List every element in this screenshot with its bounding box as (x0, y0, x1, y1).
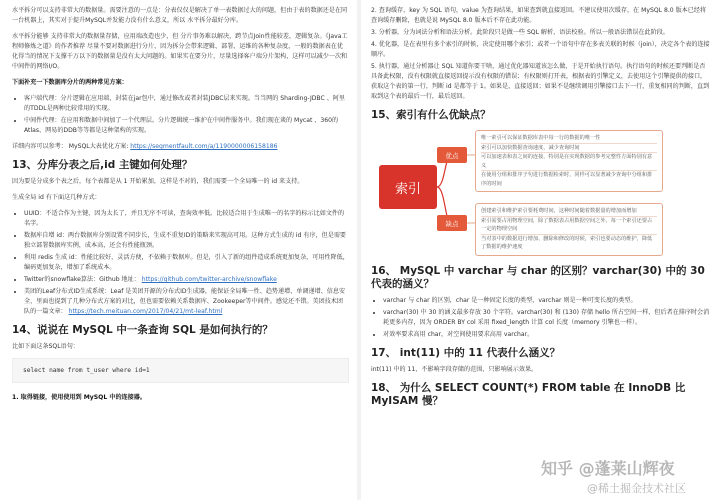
snowflake-link[interactable]: https://github.com/twitter-archive/snowflake (141, 276, 277, 283)
list-item: 4. 优化器，是在表里有多个索引的时候，决定使用哪个索引；或者一个语句中存在多表关联的时候（join），决定各个表的连接顺序。 (371, 41, 710, 58)
snowflake-text: Twitter的snowflake算法：Github 地址： (24, 276, 140, 283)
list-item: • 对效率要求高用 char，对空间使用要求高用 varchar。 (383, 330, 710, 340)
list-item: • 利用 redis 生成 id：性能比较好，灵活方便，不依赖于数据库。但是，引入了新的组件造成系统更加复杂，可用性降低，编码更加复杂，增加了系统成本。 (24, 253, 349, 273)
heading-18: 18、 为什么 SELECT COUNT(*) FROM table 在 InnoDB 比 MyISAM 慢？ (371, 382, 686, 407)
list-item: • 数据库自增 id：两台数据库分别设置不同步长，生成不重复ID的策略来实现高可用。这种方式生成的 id 有序，但是需要独立部署数据库实例，成本高，还会有性能瓶颈。 (24, 231, 349, 251)
list-item: 2. 查询缓存，key 为 SQL 语句，value 为查询结果，如果查到就直接返回。不建议使用次缓存，在 MySQL 8.0 版本已经将查询缓存删除，也就是说 MySQL 8.0 版本后不存在此功能。 (371, 7, 707, 24)
h13-paragraph-2: 生成全局 id 有下面这几种方式： (12, 194, 101, 201)
mindmap-cons-item: 索引需要占用物理空间，除了数据表占用数据空间之外，每一个索引还要占一定的物理空间 (481, 217, 657, 235)
id-method-list (12, 209, 349, 317)
reference-paragraph (12, 142, 349, 152)
mindmap-pros-item: 在使用分组和排序子句进行数据检索时，同样可以显著减少查询中分组和排序的时间 (481, 172, 653, 187)
mindmap-pros-item: 可以加速表和表之间的连接，特别是在实现数据的参考完整性方面特别有意义 (481, 153, 657, 171)
left-page (0, 0, 357, 500)
list-item (24, 275, 349, 285)
heading-16: 16、 MySQL 中 varchar 与 char 的区别？varchar(30) 中的 30 代表的涵义？ (371, 265, 705, 290)
list-item: • 中间件代理：在应用和数据中间加了一个代理层。分片逻辑统一维护在中间件服务中。我们现在谈的 Mycat 、360的Atlas、网易的DDB等等都是这种架构的实现。 (24, 116, 349, 136)
reference-link[interactable]: https://segmentfault.com/a/1190000006158186 (130, 143, 278, 150)
sharding-subheading: 下面补充一下数据库分片的两种常见方案： (12, 79, 128, 86)
reference-text: 详细内容可以参考： MySQL大表优化方案: (12, 143, 129, 150)
list-item: 5. 执行器，通过分析器让 SQL 知道你要干啥，通过优化器知道该怎么做，于是开始执行语句。执行语句的时候还要判断是否具备此权限，没有权限就直接返回提示没有权限的错误；有权限则打开表，根据表的引擎定义，去使用这个引擎提供的接口，获取这个表的第一行，判断 id 是都等于 1。如果是，直接返回；如果不是继续调用引擎接口去下一行，重复相同的判断，直到取到这个表的最后一行，最后返回。 (371, 63, 710, 100)
watermark-zhihu: 知乎 @蓬莱山辉夜 (541, 459, 675, 478)
mindmap-cons-item: 创建索引和维护索引要耗费时间，这种时间随着数据量的增加而增加 (481, 207, 657, 217)
mindmap-cons-label: 缺点 (437, 215, 467, 231)
mindmap-pros-box (475, 130, 663, 192)
leaf-link[interactable]: https://tech.meituan.com/2017/04/21/mt-leaf.html (68, 308, 223, 315)
mindmap-pros-item: 索引可以加快数据查询速度，减少查询时间 (481, 144, 657, 154)
intro-paragraph-2: 水平拆分能够 支持非常大的数据量存储，应用端改造也少，但 分片事务难以解决，跨节点Join性能较差，逻辑复杂。《Java工程师修炼之道》的作者推荐 尽量不要对数据进行分片，因为拆分会带来逻辑、部署、运维的各种复杂度，一般的数据表在优化得当的情况下支撑千万以下的数据量是没有太大问题的。如果实在要分片，尽量选择客户端分片架构，这样可以减少一次和中间件的网络I/O。 (12, 33, 348, 70)
list-item: • 客户端代理：分片逻辑在应用端，封装在jar包中，通过修改或者封装JDBC层来实现。当当网的 Sharding-JDBC 、阿里的TDDL是两种比较常用的实现。 (24, 94, 349, 114)
leaf-text: 美团的Leaf分布式ID生成系统：Leaf 是美团开源的分布式ID生成器，能保证全局唯一性、趋势递增、单调递增、信息安全，里面也提到了几种分布式方案的对比，但也需要依赖关系数据库、Zookeeper等中间件。感觉还不错。美团技术团队的一篇文章： (24, 288, 346, 315)
heading-14: 14、说说在 MySQL 中一条查询 SQL 是如何执行的？ (12, 324, 273, 336)
sql-code-block (12, 358, 349, 383)
varchar-list (371, 296, 710, 340)
mindmap-cons-box (475, 203, 663, 256)
h14-paragraph: 比如下面这条SQL语句： (12, 343, 79, 350)
heading-17: 17、 int(11) 中的 11 代表什么涵义？ (371, 347, 561, 359)
intro-paragraph-1: 水平拆分可以支持非常大的数据量。需要注意的一点是：分表仅仅是解决了单一表数据过大的问题，但由于表的数据还是在同一台机器上，其实对于提升MySQL并发能力没有什么意义，所以 水平拆分最好分库。 (12, 7, 348, 24)
list-item (24, 287, 349, 317)
right-page (361, 0, 720, 500)
h17-paragraph: int(11) 中的 11，不影响字段存储的范围，只影响展示效果。 (371, 366, 538, 373)
mindmap-pros-item: 唯一索引可以保证数据库表中每一行的数据的唯一性 (481, 134, 657, 144)
heading-13: 13、分库分表之后,id 主键如何处理？ (12, 159, 193, 171)
list-item: • UUID：不适合作为主键，因为太长了，并且无序不可读，查询效率低。比较适合用于生成唯一的名字的标示比如文件的名字。 (24, 209, 349, 229)
watermark-juejin: @稀土掘金技术社区 (587, 482, 686, 495)
sharding-scheme-list (12, 94, 349, 136)
heading-15: 15、索引有什么优缺点？ (371, 109, 491, 121)
mindmap-pros-label: 优点 (437, 147, 467, 163)
list-item: • varchar(30) 中 30 的涵义最多存放 30 个字符。varchar(30) 和 (130) 存储 hello 所占空间一样，但后者在排序时会消耗更多内存，因为 ORDER BY col 采用 fixed_length 计算 col 长度（memory 引擎也一样）。 (383, 308, 710, 328)
execution-steps (371, 6, 710, 102)
list-item: • varchar 与 char 的区别，char 是一种固定长度的类型，varchar 则是一种可变长度的类型。 (383, 296, 710, 306)
sql-code: select name from t_user where id=1 (23, 367, 150, 374)
mindmap-cons-item: 当对表中的数据进行增加、删除和修改的时候，索引也要动态的维护，降低了数据的维护速度 (481, 235, 653, 250)
index-mindmap (371, 127, 710, 257)
mindmap-root: 索引 (379, 165, 437, 209)
h13-paragraph-1: 因为要是分成多个表之后，每个表都是从 1 开始累加，这样是不对的，我们需要一个全局唯一的 id 来支持。 (12, 178, 304, 185)
list-item: 3. 分析器，分为词法分析和语法分析。此阶段只是做一些 SQL 解析，语法校验。所以一般语法错误在此阶段。 (371, 29, 669, 36)
step-1: 1. 取得链接，使用使用到 MySQL 中的连接器。 (12, 394, 146, 401)
